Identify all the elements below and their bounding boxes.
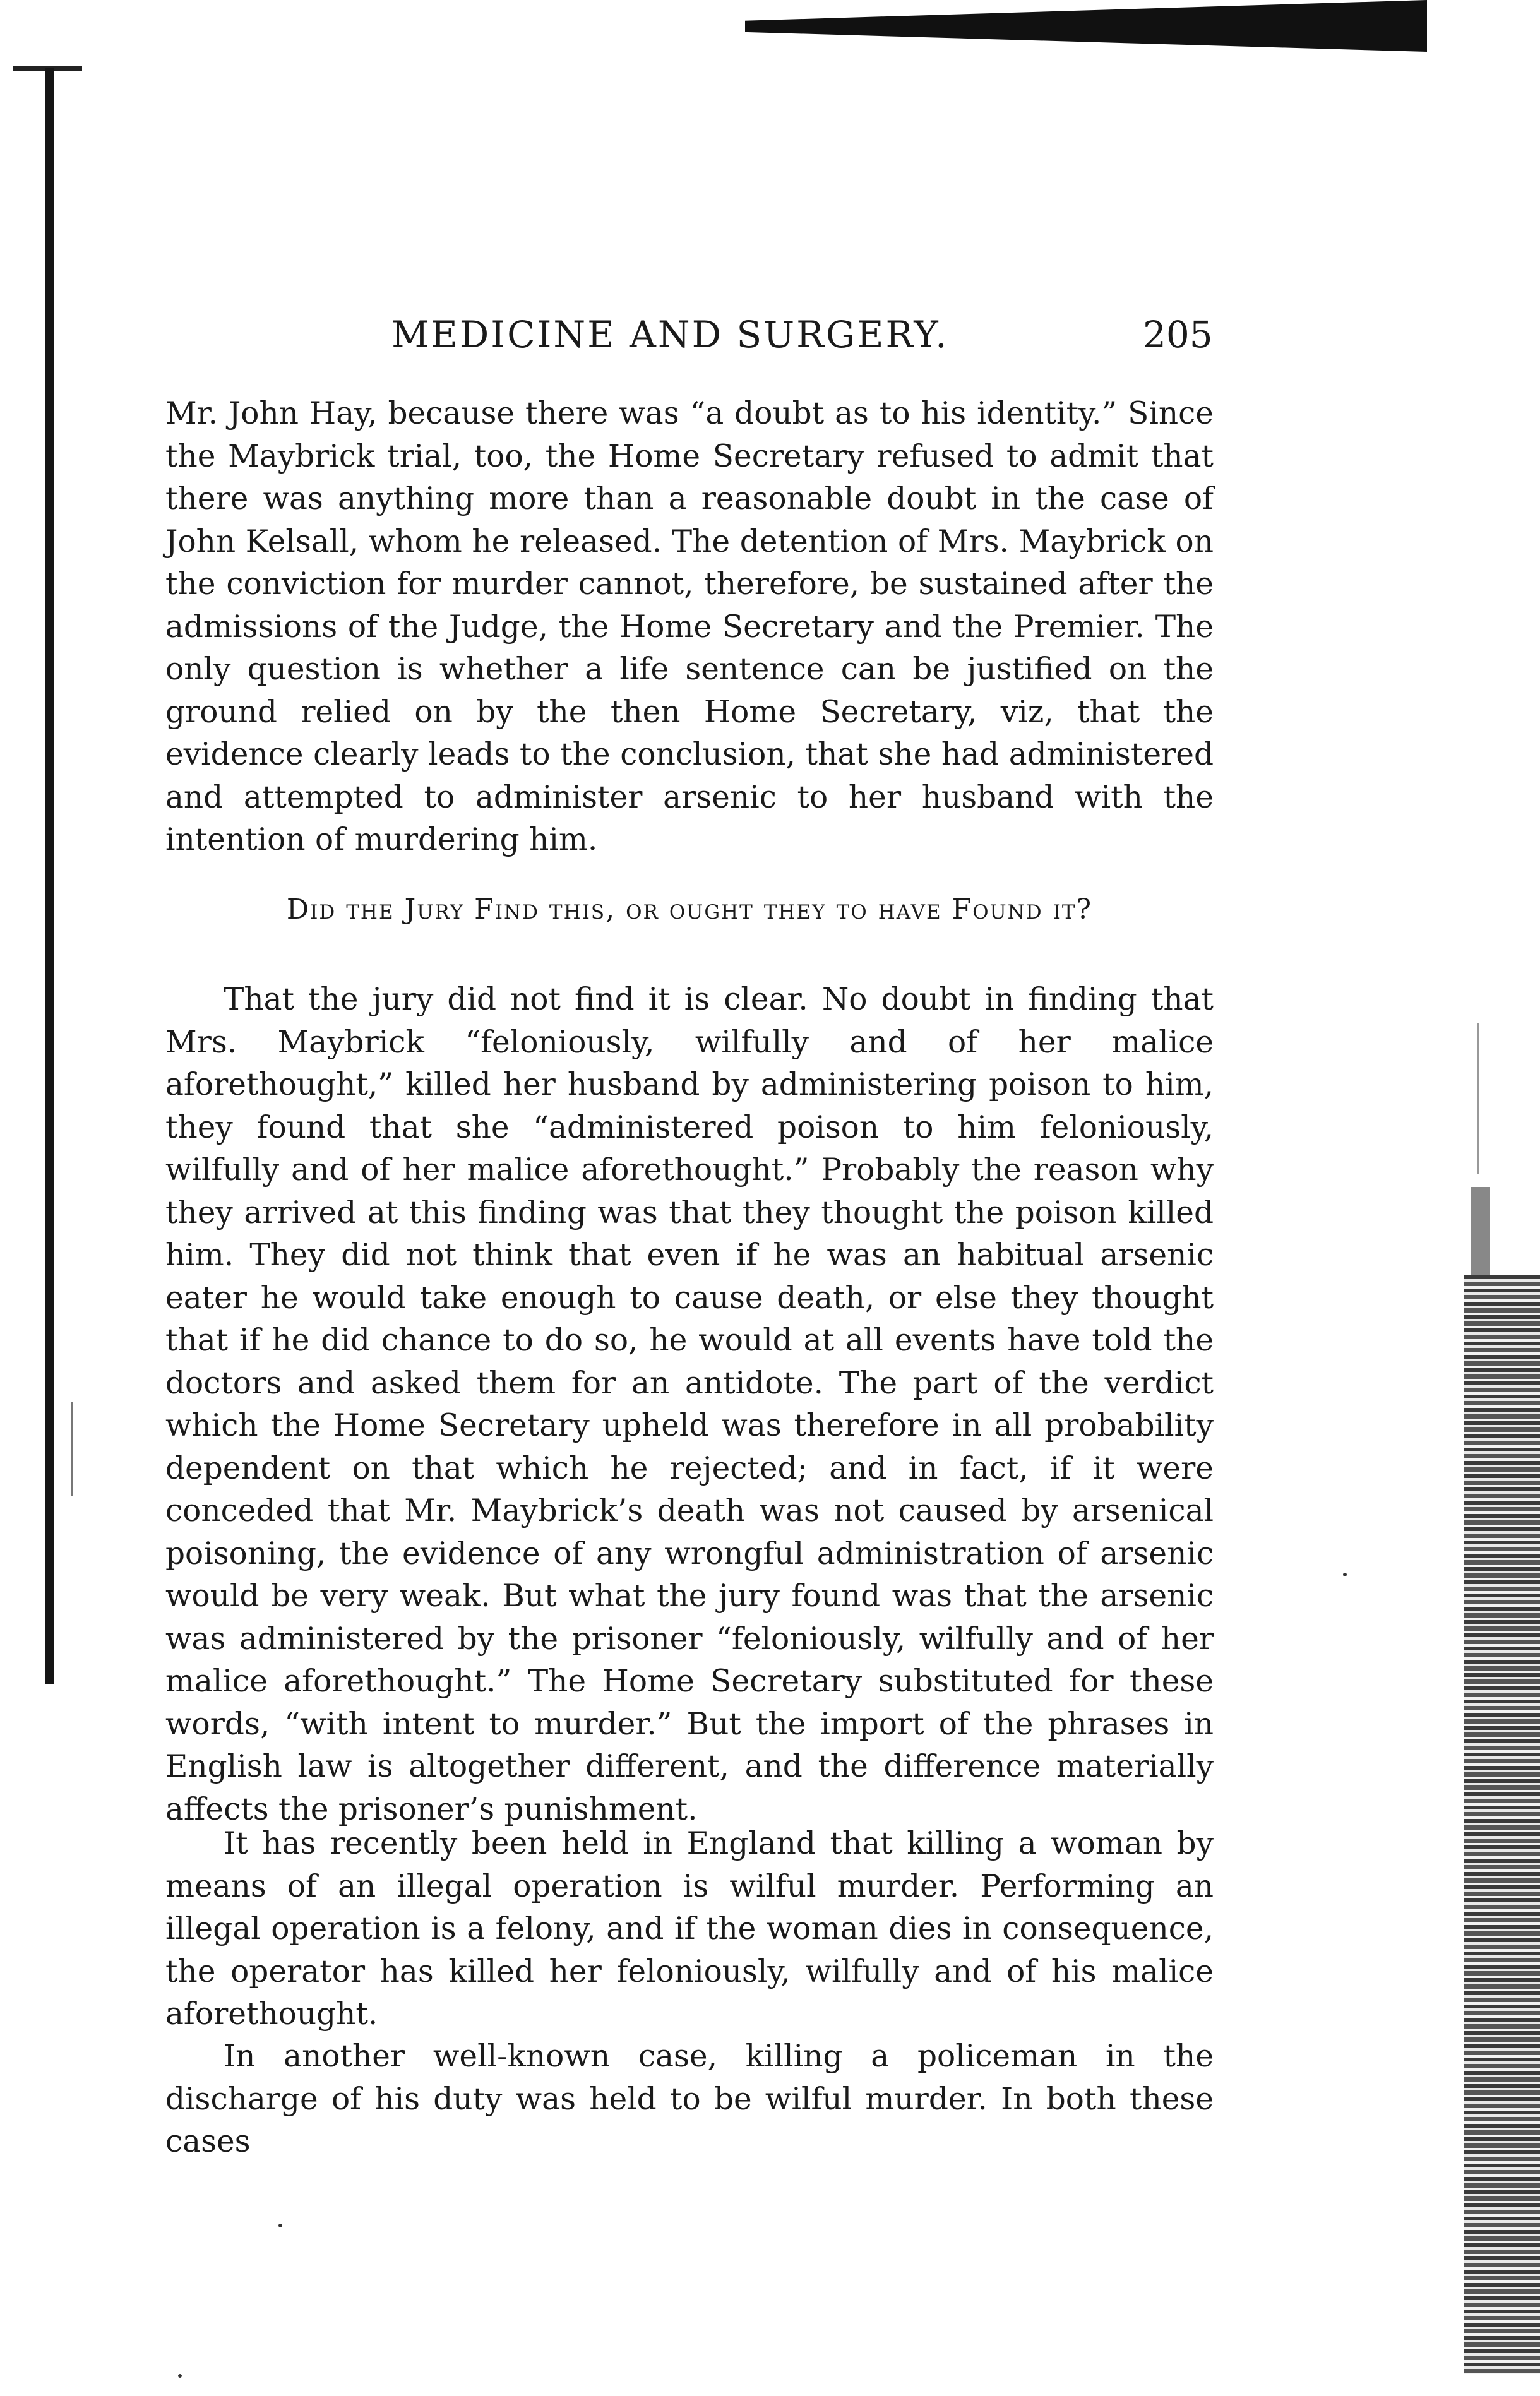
scan-mark-right [1477,1023,1479,1174]
scan-mark-left [71,1402,73,1496]
scan-speck [178,2374,182,2378]
scan-speck [1343,1573,1347,1576]
scan-speck [278,2224,282,2227]
paragraph-1: Mr. John Hay, because there was “a doubt as to his identity.” Since the Maybrick trial, too, the Home Secretary refused to admit that there was anything more than a reasonable doubt in the case of John Kelsall, whom he released. The detention of Mrs. Maybrick on the conviction for murder cannot, therefore, be sustained after the admissions of the Judge, the Home Secretary and the Premier. The only question is whether a life sentence can be justified on the ground relied on by the then Home Secretary, viz, that the evidence clearly leads to the conclusion, that she had administered and attempted to administer arsenic to her husband with the intention of murdering him. [165,396,1214,857]
section-heading: Did the Jury Find this, or ought they to have Found it? [286,893,1093,926]
scan-border-left [45,68,54,1684]
scan-border-right [1464,1275,1540,2374]
scan-border-top [745,0,1427,52]
paragraph-4: In another well-known case, killing a policeman in the discharge of his duty was held to be wilful murder. In both these cases [165,2039,1214,2159]
page-number: 205 [1143,313,1213,356]
paragraph-3: It has recently been held in England that killing a woman by means of an illegal operation is wilful murder. Performing an illegal operation is a felony, and if the woman dies in consequence, the operator has killed her feloniously, wilfully and of his malice aforethought. [165,1826,1214,2032]
paragraph-2: That the jury did not find it is clear. No doubt in finding that Mrs. Maybrick “feloniously, wilfully and of her malice aforethought,” killed her husband by administering poison to him, they found that she “administered poison to him feloniously, wilfully and of her malice aforethought.” Probably the reason why they arrived at this finding was that they thought the poison killed him. They did not think that even if he was an habitual arsenic eater he would take enough to cause death, or else they thought that if he did chance to do so, he would at all events have told the doctors and asked them for an antidote. The part of the verdict which the Home Secretary upheld was therefore in all probability dependent on that which he rejected; and in fact, if it were conceded that Mr. Maybrick’s death was not caused by arsenical poisoning, the evidence of any wrongful administration of arsenic would be very weak. But what the jury found was that the arsenic was administered by the prisoner “feloniously, wilfully and of her malice aforethought.” The Home Secretary substituted for these words, “with intent to murder.” But the import of the phrases in English law is altogether different, and the difference materially affects the prisoner’s punishment. [165,982,1214,1827]
scan-border-right-upper [1471,1187,1490,1288]
running-title: MEDICINE AND SURGERY. [391,313,949,356]
